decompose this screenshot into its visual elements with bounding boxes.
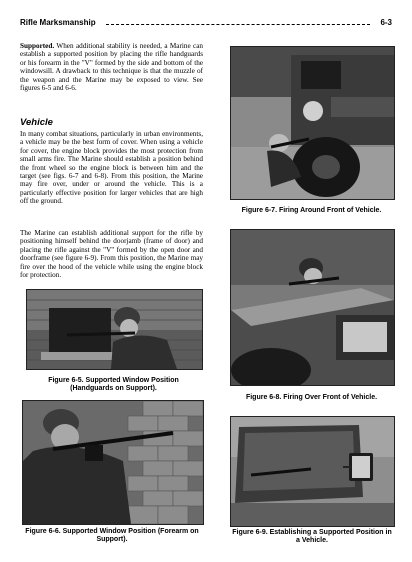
header-title: Rifle Marksmanship <box>20 18 96 27</box>
vehicle-paragraph: In many combat situations, particularly in urban environments, a vehicle may be the best form of cover. When using a vehicle for cover, the engine block provides the most protection from small arms fire. The Marine should establish a position behind the front wheel so the engine block is between him and the target (see figs. 6-7 and 6-8). From this position, the Marine may fire over, under or around the vehicle. This is a particularly effective position for larger vehicles that are high off the ground. <box>20 130 203 206</box>
running-header <box>20 18 392 30</box>
doorjamb-paragraph: The Marine can establish additional support for the rifle by positioning himself behind the doorjamb (frame of door) and placing the rifle against the "V" formed by the open door and doorframe (see figure 6-9). From this position, the Marine may fire over the hood of the vehicle while using the engine block for protection. <box>20 229 203 280</box>
vehicle-heading: Vehicle <box>20 117 53 128</box>
figure-6-8-caption: Figure 6-8. Firing Over Front of Vehicle. <box>245 394 378 401</box>
figure-6-6-photo <box>22 400 204 525</box>
supported-lead: Supported. <box>20 42 55 50</box>
figure-6-9-photo <box>230 416 395 527</box>
figure-6-8-photo <box>230 229 395 386</box>
header-rule <box>106 24 370 25</box>
figure-6-5-photo <box>26 289 203 370</box>
figure-6-6-caption: Figure 6-6. Supported Window Position (Forearm on Support). <box>25 528 199 544</box>
figure-6-7-caption: Figure 6-7. Firing Around Front of Vehicle. <box>241 207 382 214</box>
supported-paragraph <box>20 42 203 92</box>
supported-body: When additional stability is needed, a Marine can establish a supported position by placing the rifle handguards or his forearm in the "V" formed by the side and bottom of the windowsill. A drawback to this technique is that the muzzle of the weapon and the Marine may be exposed to view. See figures 6-5 and 6-6. <box>20 42 203 93</box>
figure-6-5-caption: Figure 6-5. Supported Window Position (Handguards on Support). <box>48 377 179 393</box>
figure-6-9-caption: Figure 6-9. Establishing a Supported Position in a Vehicle. <box>232 529 392 545</box>
figure-6-7-photo <box>230 46 395 200</box>
header-page-number: 6-3 <box>380 18 392 27</box>
